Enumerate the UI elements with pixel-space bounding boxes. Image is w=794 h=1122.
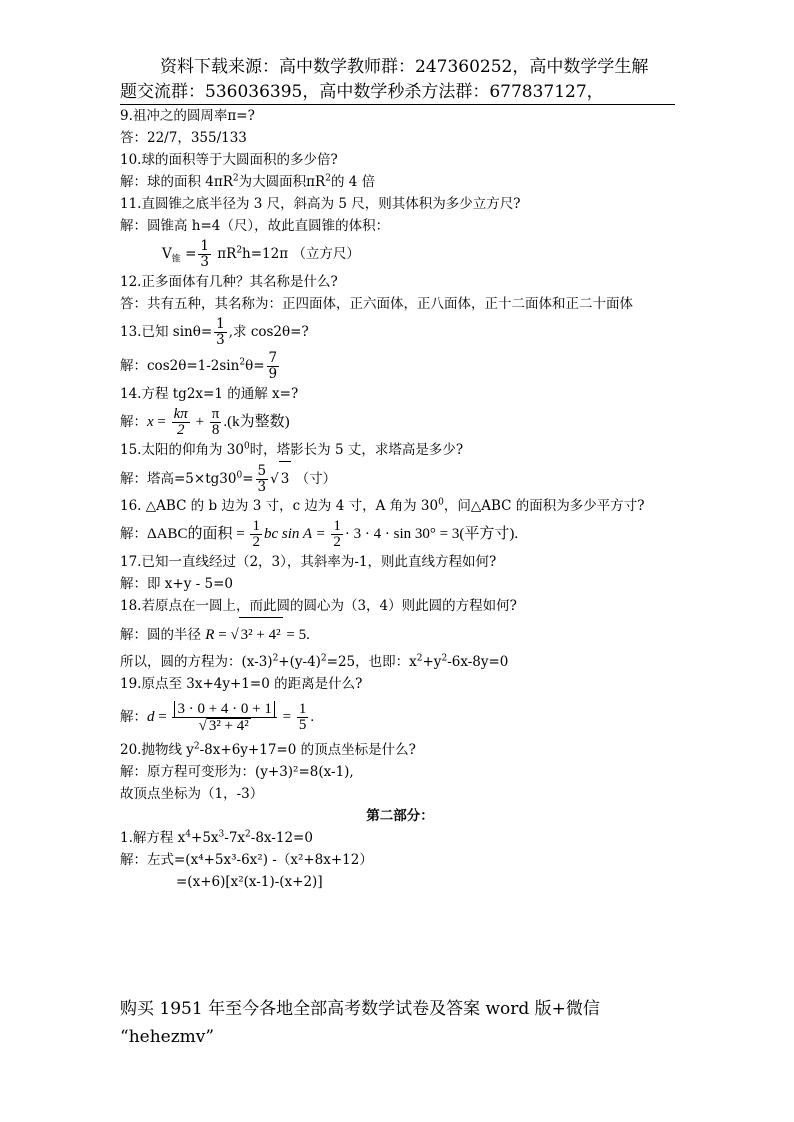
q13-question: 13.已知 sinθ= $\frac{1}{3}$ ,求 cos2θ=? (120, 316, 309, 348)
q18-question: 18.若原点在一圆上，而此圆的圆心为（3，4）则此圆的方程如何? (120, 598, 517, 614)
part2-title: 第二部分： (366, 808, 434, 824)
q11-answer: 解：圆锥高 h=4（尺），故此直圆锥的体积： (120, 218, 390, 234)
q9-answer: 答：22/7，355/133 (120, 130, 247, 146)
q19-question: 19.原点至 3x+4y+1=0 的距离是什么? (120, 676, 363, 692)
header-line-1: 资料下载来源：高中数学教师群：247360252，高中数学学生解 (160, 57, 649, 77)
q19-answer: 解：d = $\frac{3 \cdot 0 + 4 \cdot 0 + 1}{\text{√ 3² + 4²}}$ = $\frac{1}{5}$ . (120, 700, 315, 734)
q12-question: 12.正多面体有几种？其名称是什么? (120, 274, 338, 290)
purchase-footer (120, 995, 680, 1051)
part2-q1: 1.解方程 $x^4+5x^3-7x^2-8x-12=0$ (120, 829, 313, 846)
q17-answer: 解：即 x+y - 5=0 (120, 576, 233, 592)
q15-question: 15.太阳的仰角为 $30^0$时，塔影长为 5 丈，求塔高是多少? (120, 441, 464, 458)
header-line-2: 题交流群：536036395，高中数学秒杀方法群：677837127， (120, 82, 604, 102)
q9-question: 9.祖冲之的圆周率π=? (120, 108, 255, 124)
part2-a1: 解：左式=(x⁴+5x³-6x²) -（x²+8x+12） (120, 852, 373, 868)
q17-question: 17.已知一直线经过（2，3），其斜率为-1，则此直线方程如何? (120, 554, 497, 570)
source-header (120, 55, 675, 105)
q12-answer: 答：共有五种，其名称为：正四面体，正六面体，正八面体，正十二面体和正二十面体 (120, 296, 633, 312)
q16-answer: 解：ΔABC的面积 = $\frac{1}{2}$ bc sin A = $\frac{1}{2}$ · 3 · 4 · sin 30° = 3(平方寸). (120, 518, 519, 550)
q14-question: 14.方程 tg2x=1 的通解 x=? (120, 386, 299, 402)
q13-answer: 解：$\cos 2\theta=1-2\sin^2\theta=$ $\frac{7}{9}$ (120, 350, 278, 382)
q20-answer-1: 解：原方程可变形为：(y+3)²=8(x-1), (120, 764, 354, 780)
q11-question: 11.直圆锥之底半径为 3 尺，斜高为 5 尺，则其体积为多少立方尺? (120, 196, 521, 212)
q11-volume-formula: $V_锥$ = $\frac{1}{3}$ $\pi R^2h=12\pi$ （立方尺） (162, 238, 360, 270)
q20-question: 20.抛物线 $y^2-8x+6y+17=0$ 的顶点坐标是什么? (120, 741, 416, 758)
q15-answer: 解：塔高$=5\times tg30^0=$ $\frac{5}{3}$ √ 3 （寸） (120, 463, 337, 495)
q10-question: 10.球的面积等于大圆面积的多少倍? (120, 152, 338, 168)
q10-answer: 解：球的面积 $4\pi R^2$为大圆面积$\pi R^2$的 4 倍 (120, 173, 376, 190)
footer-line-1: 购买 1951 年至今各地全部高考数学试卷及答案 word 版+微信 (120, 999, 600, 1019)
document-body (120, 105, 680, 893)
q20-answer-2: 故顶点坐标为（1，-3） (120, 786, 264, 802)
q16-question: 16. △ABC 的 b 边为 3 寸，c 边为 4 寸，A 角为 $30^0$，问△ABC 的面积为多少平方寸? (120, 497, 645, 514)
q18-answer: 所以，圆的方程为：$(x-3)^2+(y-4)^2=25$，也即：$x^2+y^2-6x-8y=0$ (120, 653, 509, 670)
q14-answer: 解：x = $\frac{k\pi}{2}$ + $\frac{\pi}{8}$ .(k为整数) (120, 406, 290, 438)
footer-line-2: “hehezmv” (120, 1027, 215, 1047)
part2-a2: =(x+6)[x²(x-1)-(x+2)] (176, 874, 323, 890)
fraction-one-third: $\frac{1}{3}$ (200, 238, 209, 270)
q18-radius: 解：圆的半径 R = √ 3² + 4² = 5. (120, 617, 680, 651)
